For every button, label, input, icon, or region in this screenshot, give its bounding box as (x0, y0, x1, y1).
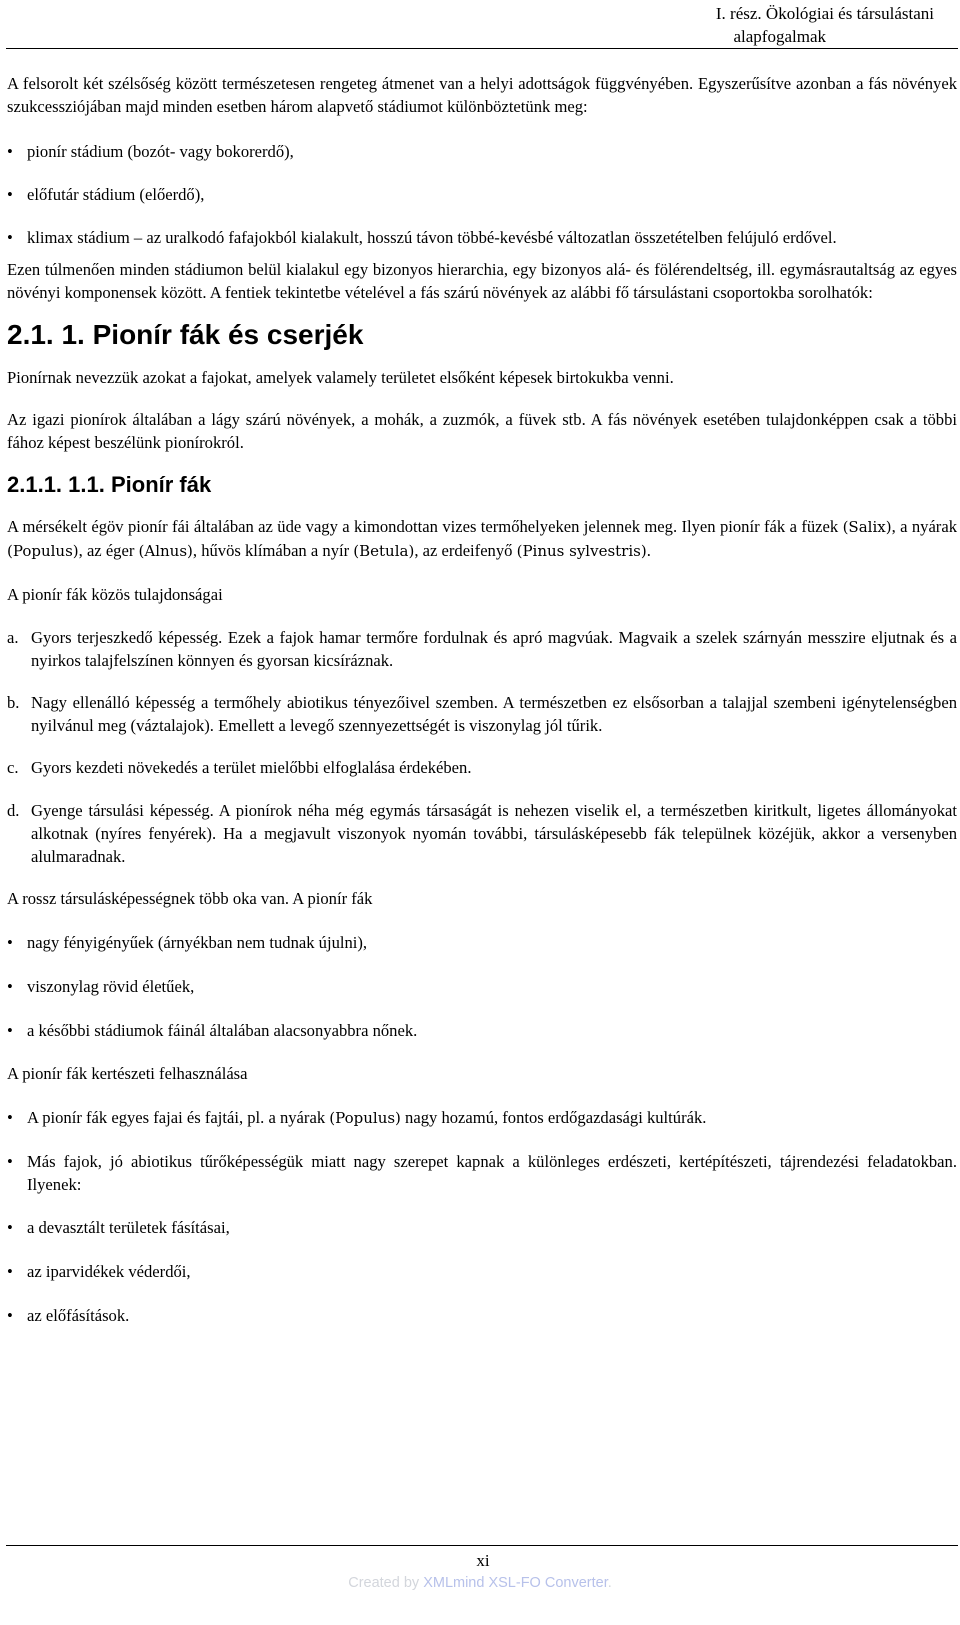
bullet-marker: • (7, 1021, 13, 1040)
generator-credit (0, 1573, 960, 1593)
list-marker: c. (7, 758, 19, 777)
text-run: , hűvös klímában a nyír (192, 541, 354, 560)
reasons-intro: A rossz társulásképességnek több oka van. A pionír fák (7, 889, 373, 908)
generator-brand: XMLmind XSL-FO Converter (423, 1575, 608, 1591)
list-item (7, 1019, 957, 1042)
list-marker: a. (7, 628, 19, 647)
list-item (7, 691, 957, 737)
list-item-text: előfutár stádium (előerdő), (27, 185, 205, 204)
latin-name: (Alnus) (138, 542, 193, 560)
latin-name: (Salix) (842, 518, 892, 536)
list-item (7, 1150, 957, 1196)
list-item (7, 183, 957, 206)
bullet-marker: • (7, 228, 13, 247)
footer-rule (6, 1545, 958, 1546)
uses-heading: A pionír fák kertészeti felhasználása (7, 1064, 248, 1083)
list-item-text: Gyenge társulási képesség. A pionírok néha még egymás társaságát is nehezen viselik el, a természetben kiritkult, ligetes állományokat alkotnak (nyíres fenyérek). Ha a megjavult viszonyok nyomán további, társulásképesebb fák települnek közéjük, akkor a versenyben alulmaradnak. (31, 801, 957, 866)
generator-suffix: . (607, 1575, 612, 1591)
bullet-marker: • (7, 1306, 13, 1325)
intro-paragraph-1: A felsorolt két szélsőség között természetesen rengeteg átmenet van a helyi adottságok függvényében. Egyszerűsítve azonban a fás növények szukcessziójában majd minden esetben három alapvető stádiumot különböztetünk meg: (7, 74, 957, 116)
bullet-marker: • (7, 977, 13, 996)
list-item-text: pionír stádium (bozót- vagy bokorerdő), (27, 142, 294, 161)
latin-name: (Populus) (7, 542, 79, 560)
latin-name: (Betula) (353, 542, 415, 560)
bullet-marker: • (7, 185, 13, 204)
section-heading: 2.1. 1. Pionír fák és cserjék (7, 319, 364, 350)
list-item-text: nagy fényigényűek (árnyékban nem tudnak újulni), (27, 933, 368, 952)
list-item (7, 1260, 957, 1283)
page-body (7, 72, 957, 1327)
bullet-marker: • (7, 1152, 13, 1171)
list-item-text: viszonylag rövid életűek, (27, 977, 195, 996)
bullet-marker: • (7, 1218, 13, 1237)
intro-paragraph-2: Ezen túlmenően minden stádiumon belül kialakul egy bizonyos hierarchia, egy bizonyos alá- és fölérendeltség, ill. egymásrautaltság az egyes növényi komponensek között. A fentiek tekintetbe vételével a fás szárú növények az alábbi fő társulástani csoportokba sorolhatók: (7, 260, 957, 302)
stage-list (7, 140, 957, 249)
properties-heading: A pionír fák közös tulajdonságai (7, 585, 223, 604)
latin-name: (Pinus sylvestris) (516, 542, 647, 560)
header-rule (6, 48, 958, 49)
bullet-marker: • (7, 933, 13, 952)
list-item-text: klimax stádium – az uralkodó fafajokból kialakult, hosszú távon többé-kevésbé változatlan összetételben felújuló erdővel. (27, 228, 837, 247)
list-item (7, 975, 957, 998)
running-header-line-2: alapfogalmak (733, 27, 826, 46)
list-item-text: Nagy ellenálló képesség a termőhely abiotikus tényezőivel szemben. A természetben ez elsősorban a talajjal szembeni igénytelenségben nyilvánul meg (váztalajok). Emellett a levegő szennyezettségét is viszonylag jól tűrik. (31, 693, 957, 735)
subsection-paragraph-1 (7, 515, 957, 563)
list-item (7, 799, 957, 868)
list-item (7, 1304, 957, 1327)
text-run: nagy hozamú, fontos erdőgazdasági kultúrák. (400, 1108, 707, 1127)
text-run: , az éger (78, 541, 139, 560)
list-item (7, 626, 957, 672)
list-item-text: az előfásítások. (27, 1306, 130, 1325)
list-marker: b. (7, 693, 20, 712)
list-item-text: Gyors kezdeti növekedés a terület mielőbbi elfoglalása érdekében. (31, 758, 472, 777)
list-item (7, 931, 957, 954)
list-item-text: Más fajok, jó abiotikus tűrőképességük miatt nagy szerepet kapnak a különleges erdészeti, kertépítészeti, tájrendezési feladatokban. Ilyenek: (27, 1152, 957, 1194)
running-header-line-1: I. rész. Ökológiai és társulástani (715, 4, 934, 23)
bullet-marker: • (7, 1262, 13, 1281)
text-run: A mérsékelt égöv pionír fái általában az üde vagy a kimondottan vizes termőhelyeken jelennek meg. Ilyen pionír fák a füzek (7, 517, 843, 536)
list-item (7, 140, 957, 163)
text-run: . (646, 541, 651, 560)
list-item-text: Gyors terjeszkedő képesség. Ezek a fajok hamar termőre fordulnak és apró magvúak. Magvaik a szelek szárnyán messzire eljutnak és a nyirkos talajfelszínen könnyen és gyorsan kicsíráznak. (31, 628, 957, 670)
section-paragraph-1: Pionírnak nevezzük azokat a fajokat, amelyek valamely területet elsőként képesek birtokukba venni. (7, 368, 674, 387)
latin-name: (Populus) (329, 1109, 401, 1127)
list-item (7, 1216, 957, 1239)
bullet-marker: • (7, 142, 13, 161)
list-item-text: az iparvidékek véderdői, (27, 1262, 191, 1281)
list-item (7, 226, 957, 249)
list-item (7, 1106, 957, 1130)
section-paragraph-2: Az igazi pionírok általában a lágy szárú növények, a mohák, a zuzmók, a füvek stb. A fás növények esetében tulajdonképpen csak a többi fához képest beszélünk pionírokról. (7, 410, 957, 452)
running-header (0, 2, 934, 48)
uses-list (7, 1106, 957, 1327)
list-item (7, 756, 957, 779)
list-item-text: a későbbi stádiumok fáinál általában alacsonyabbra nőnek. (27, 1021, 418, 1040)
text-run: , a nyárak (891, 517, 957, 536)
list-item-text: a devasztált területek fásításai, (27, 1218, 230, 1237)
text-run: , az erdeifenyő (414, 541, 517, 560)
properties-list (7, 626, 957, 868)
page-number: xi (476, 1551, 490, 1570)
reasons-list (7, 931, 957, 1042)
text-run: A pionír fák egyes fajai és fajtái, pl. a nyárak (27, 1108, 330, 1127)
bullet-marker: • (7, 1108, 13, 1127)
generator-prefix: Created by (348, 1575, 424, 1591)
list-marker: d. (7, 801, 20, 820)
subsection-heading: 2.1.1. 1.1. Pionír fák (7, 472, 212, 497)
